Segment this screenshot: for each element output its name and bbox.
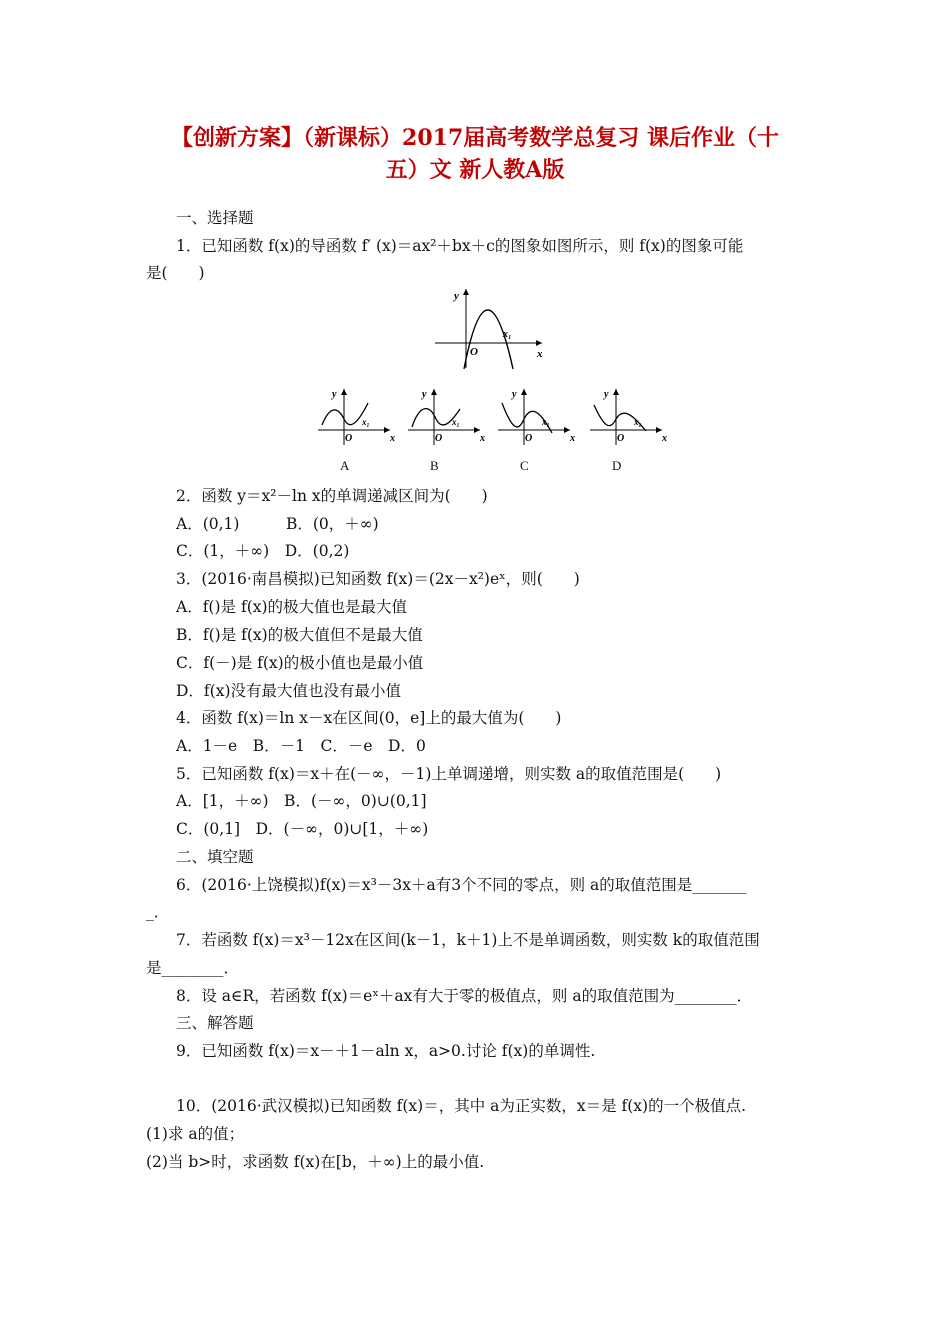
option-root-label: x₁ <box>452 417 460 427</box>
text-line: 8．设 a∈R，若函数 f(x)＝eˣ＋ax有大于零的极值点，则 a的取值范围为________． <box>176 987 753 1005</box>
text-line: A．(0,1) B．(0，＋∞) <box>176 515 379 533</box>
option-graph-a <box>316 385 396 447</box>
text-line: 6．(2016·上饶模拟)f(x)＝x³－3x＋a有3个不同的零点，则 a的取值范围是_______ <box>176 876 747 894</box>
text-line: D．f(x)没有最大值也没有最小值 <box>176 682 402 700</box>
graph-origin: O <box>470 346 478 358</box>
text-line: 9．已知函数 f(x)＝x－＋1－aln x，a>0.讨论 f(x)的单调性. <box>176 1042 596 1060</box>
option-axis-x: x <box>662 433 667 444</box>
text-line: _． <box>146 903 170 921</box>
text-line: 是________． <box>146 959 240 977</box>
graph-axis-y: y <box>454 290 459 302</box>
option-label: D <box>612 458 622 473</box>
option-origin: O <box>435 433 443 444</box>
option-root-label: x₁ <box>362 417 370 427</box>
y-axis-arrow <box>431 389 437 395</box>
text-line: A．1－e B．－1 C．－e D．0 <box>176 737 426 755</box>
option-axis-x: x <box>390 433 395 444</box>
option-origin: O <box>525 433 533 444</box>
text-line: (2)当 b>时，求函数 f(x)在[b，＋∞)上的最小值. <box>146 1153 485 1171</box>
option-label: C <box>520 458 529 473</box>
y-axis-arrow <box>521 389 527 395</box>
option-origin: O <box>345 433 353 444</box>
option-graph-d <box>588 385 668 447</box>
text-line: (1)求 a的值； <box>146 1125 245 1143</box>
text-line: 是( ) <box>146 264 205 282</box>
y-axis-arrow <box>341 389 347 395</box>
option-axis-y: y <box>604 389 609 400</box>
text-line: C．f(－)是 f(x)的极小值也是最小值 <box>176 654 424 672</box>
option-root-label: x₁ <box>542 417 550 427</box>
option-axis-y: y <box>512 389 517 400</box>
text-line: 1．已知函数 f(x)的导函数 f′ (x)＝ax²＋bx＋c的图象如图所示，则 f(x)的图象可能 <box>176 237 744 255</box>
option-graph-b <box>406 385 486 447</box>
text-line: 3．(2016·南昌模拟)已知函数 f(x)＝(2x－x²)eˣ，则( ) <box>176 570 580 588</box>
text-line: 一、选择题 <box>176 209 254 227</box>
option-axis-y: y <box>422 389 427 400</box>
y-axis-arrow <box>613 389 619 395</box>
graph-root-label: x₁ <box>503 329 512 340</box>
page-title <box>140 122 810 186</box>
title-line-1: 【创新方案】（新课标）2017届高考数学总复习 课后作业（十 <box>171 125 779 151</box>
derivative-graph <box>430 285 550 371</box>
text-line: 7．若函数 f(x)＝x³－12x在区间(k－1，k＋1)上不是单调函数，则实数 k的取值范围 <box>176 931 760 949</box>
option-graph-c <box>496 385 576 447</box>
title-line-2: 五）文 新人教A版 <box>385 157 565 183</box>
text-line: 5．已知函数 f(x)＝x＋在(－∞，－1)上单调递增，则实数 a的取值范围是( ) <box>176 765 722 783</box>
option-axis-y: y <box>332 389 337 400</box>
text-line: A．[1，＋∞) B．(－∞，0)∪(0,1] <box>176 792 427 810</box>
text-line: C．(1，＋∞) D．(0,2) <box>176 542 350 560</box>
text-line: 二、填空题 <box>176 848 254 866</box>
option-label: A <box>340 458 350 473</box>
option-root-label: x₁ <box>634 417 642 427</box>
graph-axis-x: x <box>537 348 543 360</box>
option-origin: O <box>617 433 625 444</box>
option-axis-x: x <box>570 433 575 444</box>
text-line: 10．(2016·武汉模拟)已知函数 f(x)＝，其中 a为正实数，x＝是 f(x)的一个极值点. <box>176 1097 747 1115</box>
text-line: 三、解答题 <box>176 1014 254 1032</box>
text-line: 4．函数 f(x)＝ln x－x在区间(0，e]上的最大值为( ) <box>176 709 562 727</box>
text-line: B．f()是 f(x)的极大值但不是最大值 <box>176 626 423 644</box>
option-label: B <box>430 458 439 473</box>
text-line: C．(0,1] D．(－∞，0)∪[1，＋∞) <box>176 820 429 838</box>
option-axis-x: x <box>480 433 485 444</box>
text-line: A．f()是 f(x)的极大值也是最大值 <box>176 598 408 616</box>
text-line: 2．函数 y＝x²－ln x的单调递减区间为( ) <box>176 487 488 505</box>
